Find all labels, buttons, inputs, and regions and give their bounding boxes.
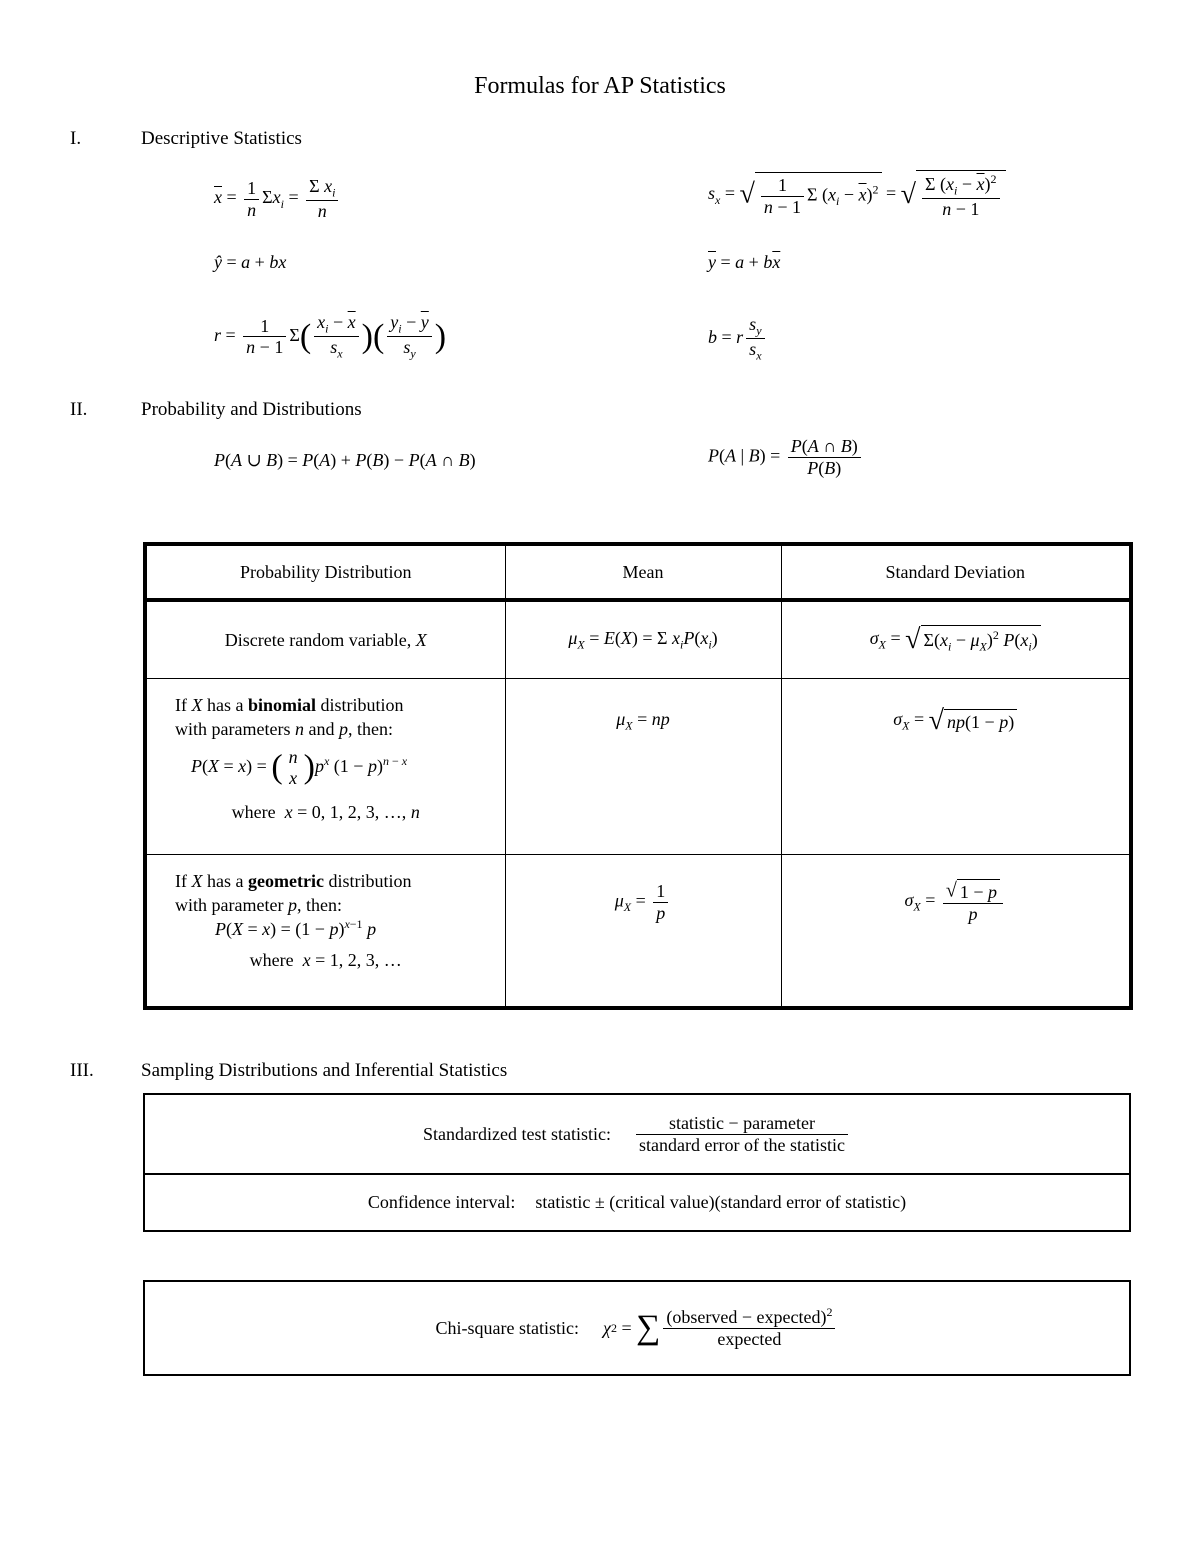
inference-box: [143, 1093, 1131, 1232]
section-2-title: Probability and Distributions: [141, 399, 362, 420]
discrete-label: Discrete random variable,: [224, 629, 412, 650]
formula-conditional: P(A | B) = $\frac{P(A \cap B)}{P(B)}$: [708, 436, 864, 478]
table-row-geometric: [145, 855, 1131, 1009]
confidence-interval-row: [145, 1173, 1129, 1230]
confidence-interval-formula: statistic ± (critical value)(standard error of statistic): [535, 1192, 907, 1212]
formula-mean-point: $\overline{y} = a + b\overline{x}$: [708, 252, 781, 272]
binomial-support: where x = 0, 1, 2, 3, …, n: [231, 802, 420, 823]
test-statistic-label: Standardized test statistic:: [423, 1123, 612, 1144]
table-row-discrete: [145, 600, 1131, 679]
binomial-sd-cell: $\sigma_X$ = √ np(1 − p): [781, 679, 1131, 855]
geometric-mean-cell: $\mu_X$ = $\frac{1}{p}$: [505, 855, 781, 1009]
binomial-mean-cell: $\mu_X$ = np: [505, 679, 781, 855]
section-3-number: III.: [70, 1060, 94, 1081]
formula-regression-line: ŷ = a + bx: [214, 252, 287, 272]
formula-std-dev: $s_x$ = √ $\frac{1}{n - 1}$ Σ $(x_i - \overline{x})^2$ = √ $\frac{\Sigma (x_i - \overline{x})^2}{n - 1}$: [708, 170, 1006, 220]
section-2-number: II.: [70, 399, 88, 420]
formula-slope: b = r $\frac{s_y}{s_x}$: [708, 314, 768, 364]
binomial-description-cell: If X has a binomial distribution with parameters n and p, then: P(X = x) = ( n x )$p^x$ $(1 - p)^{n - x}$ where x = 0, 1, 2, 3, …, n: [145, 679, 505, 855]
test-statistic-row: [145, 1095, 1129, 1173]
table-header-distribution: Probability Distribution: [145, 544, 505, 600]
distribution-table: [143, 542, 1133, 1010]
chi-square-denominator: expected: [717, 1329, 782, 1349]
discrete-label-cell: Discrete random variable, X: [145, 600, 505, 679]
formula-union: P(A ∪ B) = P(A) + P(B) − P(A ∩ B): [214, 450, 476, 470]
section-3-title: Sampling Distributions and Inferential Statistics: [141, 1060, 508, 1081]
discrete-mean-cell: $\mu_X = E(X) = \Sigma$ $x_iP(x_i)$: [505, 600, 781, 679]
table-row-binomial: [145, 679, 1131, 855]
discrete-sd-cell: $\sigma_X$ = √ $\Sigma(x_i - \mu_X)^2$ $P(x_i)$: [781, 600, 1131, 679]
formula-correlation: r = $\frac{1}{n - 1}$ Σ( $\frac{x_i - \overline{x}}{s_x}$ )( $\frac{y_i - \overline{y}}{s_y}$ ): [214, 312, 447, 361]
chi-square-box: [143, 1280, 1131, 1376]
page-title: Formulas for AP Statistics: [474, 73, 726, 99]
formula-mean: $\overline{x}$ = $\frac{1}{n}$ $\Sigma x_i$ = $\frac{\Sigma x_i}{n}$: [214, 176, 341, 222]
section-1-title: Descriptive Statistics: [141, 128, 302, 149]
geometric-term: geometric: [247, 871, 324, 891]
table-header-mean: Mean: [505, 544, 781, 600]
section-1-number: I.: [70, 128, 82, 149]
chi-square-row: Chi-square statistic: χ 2 = ∑ $\frac{(observed - expected)^2}{\text{expected}}$: [145, 1282, 1129, 1374]
confidence-interval-label: Confidence interval:: [367, 1192, 516, 1212]
geometric-support: where x = 1, 2, 3, …: [249, 950, 402, 970]
geometric-sd-cell: $\sigma_X$ = $\frac{√ 1 - p}{p}$: [781, 855, 1131, 1009]
chi-square-label: Chi-square statistic:: [435, 1317, 580, 1338]
test-statistic-denominator: standard error of the statistic: [639, 1134, 845, 1155]
geometric-description-cell: If X has a geometric distribution with parameter p, then: $P(X = x) = (1 - p)^{x-1}$ p where x = 1, 2, 3, …: [145, 855, 505, 1009]
chi-square-numerator: (observed − expected): [666, 1307, 827, 1328]
geometric-pmf: $P(X = x) = (1 - p)^{x-1}$ p: [215, 917, 377, 939]
test-statistic-numerator: statistic − parameter: [636, 1113, 848, 1135]
binomial-pmf: P(X = x) = ( n x )$p^x$ $(1 - p)^{n - x}$: [191, 747, 408, 788]
binomial-term: binomial: [247, 695, 317, 715]
table-header-std-dev: Standard Deviation: [781, 544, 1131, 600]
